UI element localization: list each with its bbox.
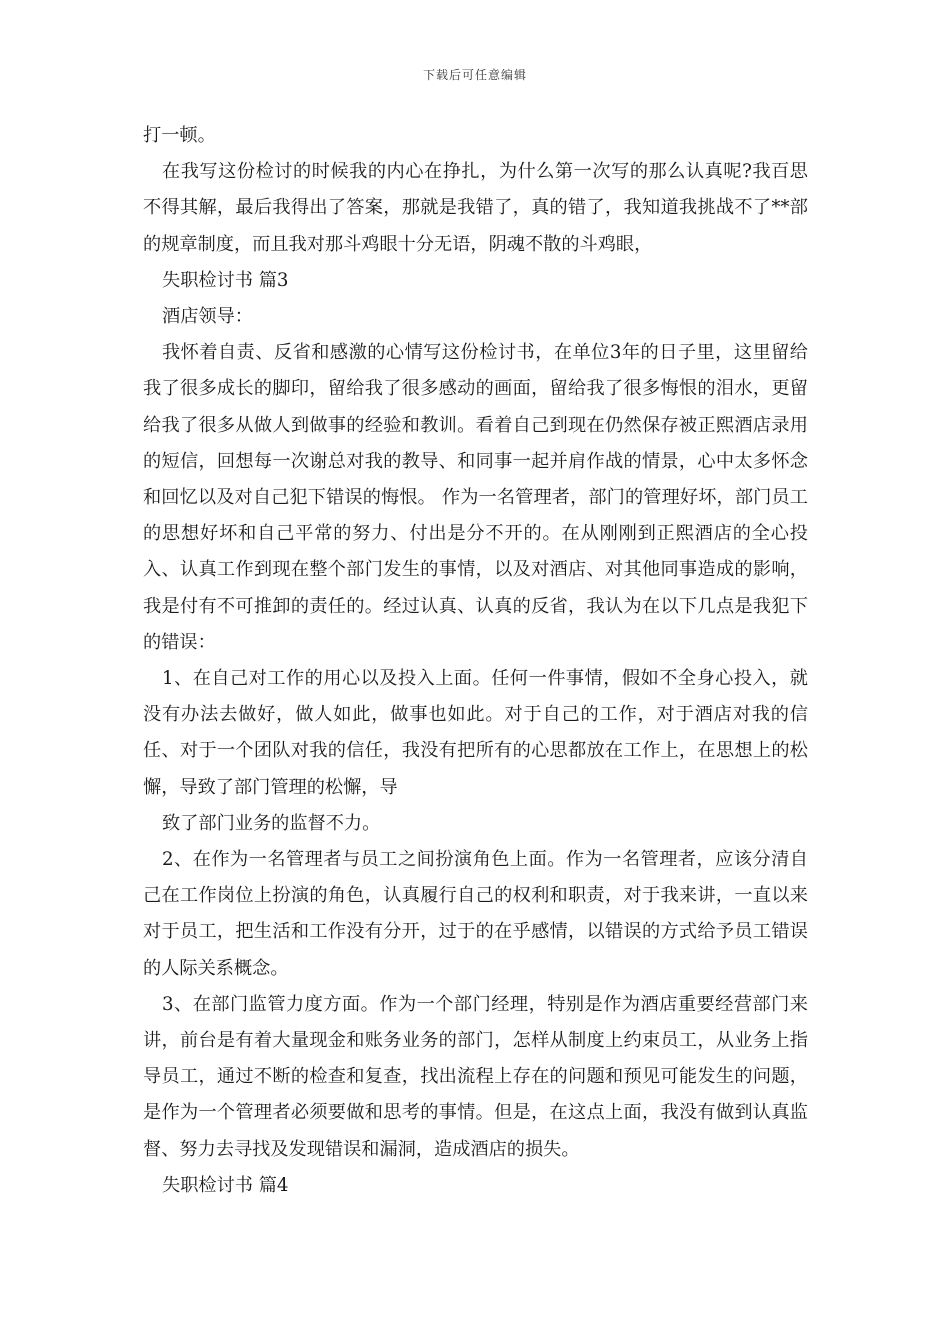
section-heading-4: 失职检讨书 篇4: [162, 1174, 289, 1196]
paragraph-point-2: 2、在作为一名管理者与员工之间扮演角色上面。作为一名管理者，应该分清自己在工作岗位上扮演的角色，认真履行自己的权利和职责，对于我来讲，一直以来对于员工，把生活和工作没有分开，过于的在乎感情，以错误的方式给予员工错误的人际关系概念。: [143, 849, 808, 979]
section-heading-3: 失职检讨书 篇3: [162, 269, 289, 291]
document-body: [143, 118, 808, 1204]
paragraph-continuation: 打一顿。: [143, 125, 216, 146]
paragraph-point-3: 3、在部门监管力度方面。作为一个部门经理，特别是作为酒店重要经营部门来讲，前台是有着大量现金和账务业务的部门，怎样从制度上约束员工，从业务上指导员工，通过不断的检查和复查，找出流程上存在的问题和预见可能发生的问题，是作为一个管理者必须要做和思考的事情。但是，在这点上面，我没有做到认真监督、努力去寻找及发现错误和漏洞，造成酒店的损失。: [143, 993, 808, 1160]
paragraph-reflection: 在我写这份检讨的时候我的内心在挣扎，为什么第一次写的那么认真呢?我百思不得其解，最后我得出了答案，那就是我错了，真的错了，我知道我挑战不了**部的规章制度，而且我对那斗鸡眼十分无语，阴魂不散的斗鸡眼，: [143, 161, 808, 255]
salutation: 酒店领导：: [162, 306, 253, 328]
paragraph-point-1-tail: 致了部门业务的监督不力。: [162, 812, 381, 834]
paragraph-intro: 我怀着自责、反省和感激的心情写这份检讨书，在单位3年的日子里，这里留给我了很多成长的脚印，留给我了很多感动的画面，留给我了很多悔恨的泪水，更留给我了很多从做人到做事的经验和教训。看着自己到现在仍然保存被正熙酒店录用的短信，回想每一次谢总对我的教导、和同事一起并肩作战的情景，心中太多怀念和回忆以及对自己犯下错误的悔恨。 作为一名管理者，部门的管理好坏，部门员工的思想好坏和自己平常的努力、付出是分不开的。在从刚刚到正熙酒店的全心投入、认真工作到现在整个部门发生的事情，以及对酒店、对其他同事造成的影响，我是付有不可推卸的责任的。经过认真、认真的反省，我认为在以下几点是我犯下的错误：: [143, 342, 808, 653]
page-header: 下载后可任意编辑: [422, 68, 527, 82]
paragraph-point-1: 1、在自己对工作的用心以及投入上面。任何一件事情，假如不全身心投入，就没有办法去做好，做人如此，做事也如此。对于自己的工作，对于酒店对我的信任、对于一个团队对我的信任，我没有把所有的心思都放在工作上，在思想上的松懈，导致了部门管理的松懈，导: [143, 668, 808, 798]
